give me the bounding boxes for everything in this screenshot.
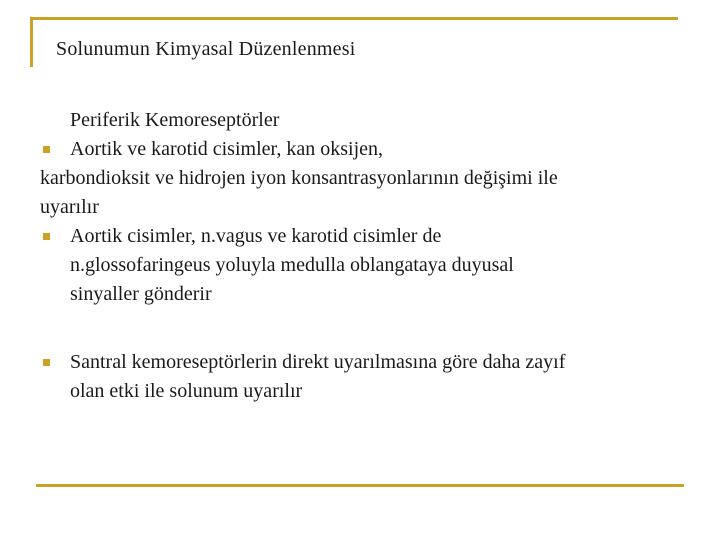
frame-bottom-rule	[36, 484, 684, 487]
frame-top-rule	[30, 17, 678, 20]
bullet-2-line-2: n.glossofaringeus yoluyla medulla oblangataya duyusal	[70, 254, 514, 276]
bullet-2-line-3: sinyaller gönderir	[70, 283, 212, 305]
bullet-2-line-1: Aortik cisimler, n.vagus ve karotid cisimler de	[70, 225, 442, 247]
bullet-item-3	[40, 348, 680, 406]
bullet-3-line-1: Santral kemoreseptörlerin direkt uyarılmasına göre daha zayıf	[70, 351, 566, 373]
square-bullet-icon	[43, 146, 50, 153]
square-bullet-icon	[43, 233, 50, 240]
slide-body	[40, 106, 680, 406]
square-bullet-icon	[43, 359, 50, 366]
bullet-1-line-3: uyarılır	[40, 196, 99, 218]
spacer	[40, 309, 680, 348]
slide-title: Solunumun Kimyasal Düzenlenmesi	[56, 38, 356, 60]
frame-left-rule	[30, 17, 33, 67]
bullet-1-line-1: Aortik ve karotid cisimler, kan oksijen,	[70, 138, 384, 160]
bullet-1-line-2: karbondioksit ve hidrojen iyon konsantrasyonlarının değişimi ile	[40, 167, 558, 189]
bullet-3-line-2: olan etki ile solunum uyarılır	[70, 380, 303, 402]
bullet-item-2	[40, 222, 680, 309]
section-heading: Periferik Kemoreseptörler	[70, 109, 280, 131]
bullet-item-1	[40, 135, 680, 164]
